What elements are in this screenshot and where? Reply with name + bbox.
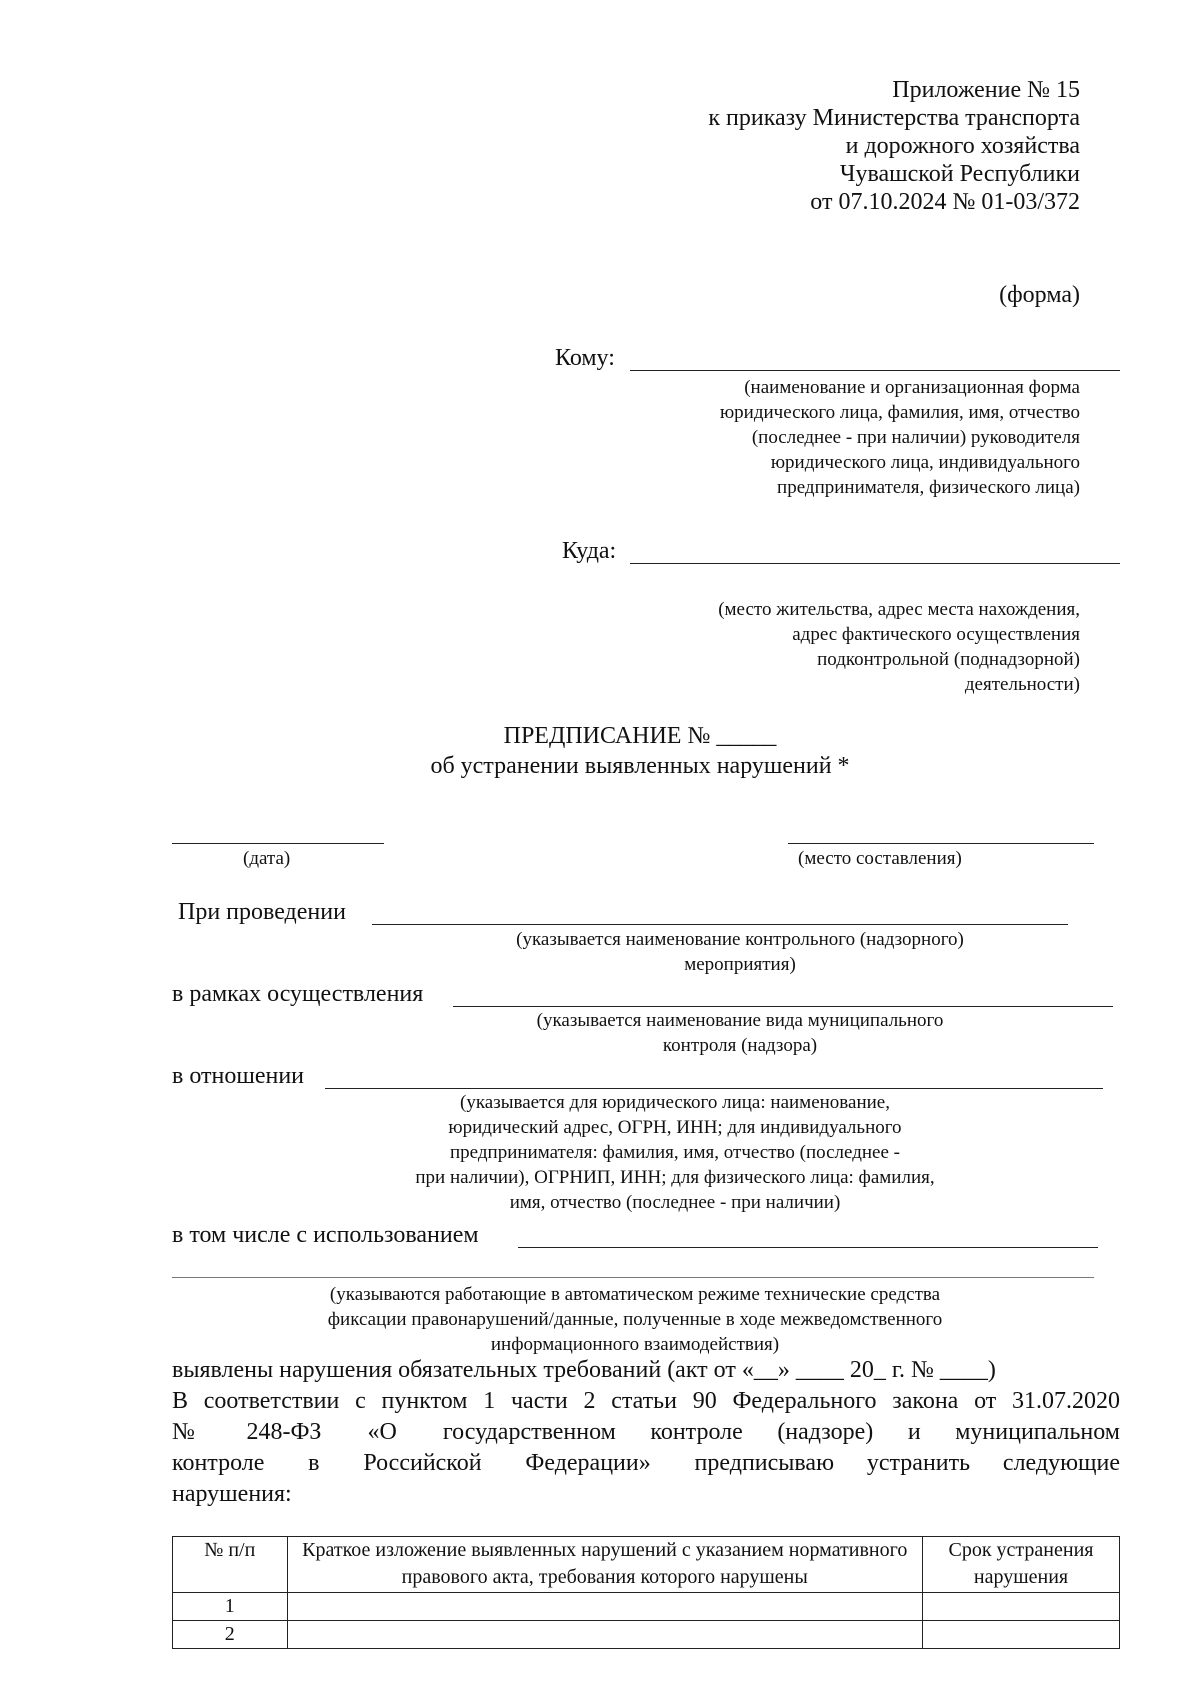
regarding-label: в отношении <box>172 1063 305 1089</box>
date-label: (дата) <box>243 848 291 869</box>
framework-note-line: контроля (надзора) <box>662 1035 818 1056</box>
conducting-note-line: мероприятия) <box>684 954 796 975</box>
framework-input-line[interactable] <box>453 1006 1113 1007</box>
date-input-line[interactable] <box>172 843 384 844</box>
table-row <box>173 1621 1120 1649</box>
row-description[interactable] <box>287 1593 922 1621</box>
row-number: 2 <box>173 1621 288 1649</box>
regarding-input-line[interactable] <box>325 1088 1103 1089</box>
where-note-line: подконтрольной (поднадзорной) <box>817 649 1080 670</box>
conducting-note <box>400 927 1080 977</box>
conducting-label: При проведении <box>178 899 346 925</box>
regarding-note <box>280 1090 1070 1215</box>
to-note-line: предпринимателя, физического лица) <box>777 477 1080 498</box>
to-note-line: (последнее - при наличии) руководителя <box>751 427 1080 448</box>
order-reference-line-2: и дорожного хозяйства <box>845 133 1080 159</box>
place-label: (место составления) <box>798 848 962 869</box>
row-term[interactable] <box>922 1621 1119 1649</box>
place-input-line[interactable] <box>788 843 1094 844</box>
using-label: в том числе с использованием <box>172 1222 479 1248</box>
legal-paragraph <box>172 1386 1120 1510</box>
to-input-line[interactable] <box>630 370 1120 371</box>
where-input-line[interactable] <box>630 563 1120 564</box>
using-note-line: фиксации правонарушений/данные, полученные в ходе межведомственного <box>327 1309 943 1330</box>
row-number: 1 <box>173 1593 288 1621</box>
regarding-note-line: (указывается для юридического лица: наименование, <box>460 1092 890 1113</box>
regarding-note-line: имя, отчество (последнее - при наличии) <box>509 1192 841 1213</box>
to-note-line: юридического лица, индивидуального <box>770 452 1080 473</box>
row-description[interactable] <box>287 1621 922 1649</box>
column-header-term: Срок устранения нарушения <box>922 1537 1119 1593</box>
regarding-note-line: при наличии), ОГРНИП, ИНН; для физического лица: фамилия, <box>415 1167 935 1188</box>
table-header-row <box>173 1537 1120 1593</box>
to-label: Кому: <box>555 345 615 371</box>
where-note <box>520 597 1080 697</box>
where-label: Куда: <box>562 538 617 564</box>
title-line-2: об устранении выявленных нарушений * <box>430 753 850 779</box>
framework-label: в рамках осуществления <box>172 981 424 1007</box>
legal-paragraph-line: № 248-ФЗ «О государственном контроле (надзоре) и муниципальном <box>172 1419 1120 1445</box>
order-reference-line-1: к приказу Министерства транспорта <box>708 105 1080 131</box>
conducting-note-line: (указывается наименование контрольного (надзорного) <box>516 929 964 950</box>
where-note-line: деятельности) <box>964 674 1080 695</box>
using-note <box>180 1282 1090 1357</box>
order-date-number: от 07.10.2024 № 01-03/372 <box>810 189 1080 215</box>
to-note <box>520 375 1080 500</box>
regarding-note-line: предпринимателя: фамилия, имя, отчество (последнее - <box>450 1142 900 1163</box>
using-note-line: (указываются работающие в автоматическом режиме технические средства <box>329 1284 941 1305</box>
to-note-line: (наименование и организационная форма <box>744 377 1080 398</box>
conducting-input-line[interactable] <box>372 924 1068 925</box>
framework-note <box>400 1008 1080 1058</box>
where-note-line: адрес фактического осуществления <box>792 624 1080 645</box>
appendix-header <box>480 76 1080 216</box>
where-note-line: (место жительства, адрес места нахождения, <box>718 599 1080 620</box>
to-note-line: юридического лица, фамилия, имя, отчество <box>719 402 1080 423</box>
legal-paragraph-line: В соответствии с пунктом 1 части 2 статьи 90 Федерального закона от 31.07.2020 <box>172 1388 1120 1414</box>
legal-paragraph-line: нарушения: <box>172 1481 292 1507</box>
order-reference-line-3: Чувашской Республики <box>839 161 1080 187</box>
using-input-line[interactable] <box>518 1247 1098 1248</box>
violations-line: выявлены нарушения обязательных требований (акт от «__» ____ 20_ г. № ____) <box>172 1357 996 1383</box>
row-term[interactable] <box>922 1593 1119 1621</box>
regarding-note-line: юридический адрес, ОГРН, ИНН; для индивидуального <box>448 1117 902 1138</box>
table-row <box>173 1593 1120 1621</box>
using-note-line: информационного взаимодействия) <box>490 1334 780 1355</box>
column-header-number: № п/п <box>173 1537 288 1593</box>
framework-note-line: (указывается наименование вида муниципального <box>536 1010 944 1031</box>
title-line-1: ПРЕДПИСАНИЕ № _____ <box>503 723 777 749</box>
column-header-description: Краткое изложение выявленных нарушений с указанием нормативного правового акта, требования которого нарушены <box>287 1537 922 1593</box>
form-label: (форма) <box>999 282 1080 308</box>
using-input-line-2[interactable] <box>172 1277 1094 1278</box>
violations-table <box>172 1536 1120 1649</box>
legal-paragraph-line: контроле в Российской Федерации» предписываю устранить следующие <box>172 1450 1120 1476</box>
appendix-number: Приложение № 15 <box>892 77 1080 103</box>
document-title <box>170 722 1110 780</box>
